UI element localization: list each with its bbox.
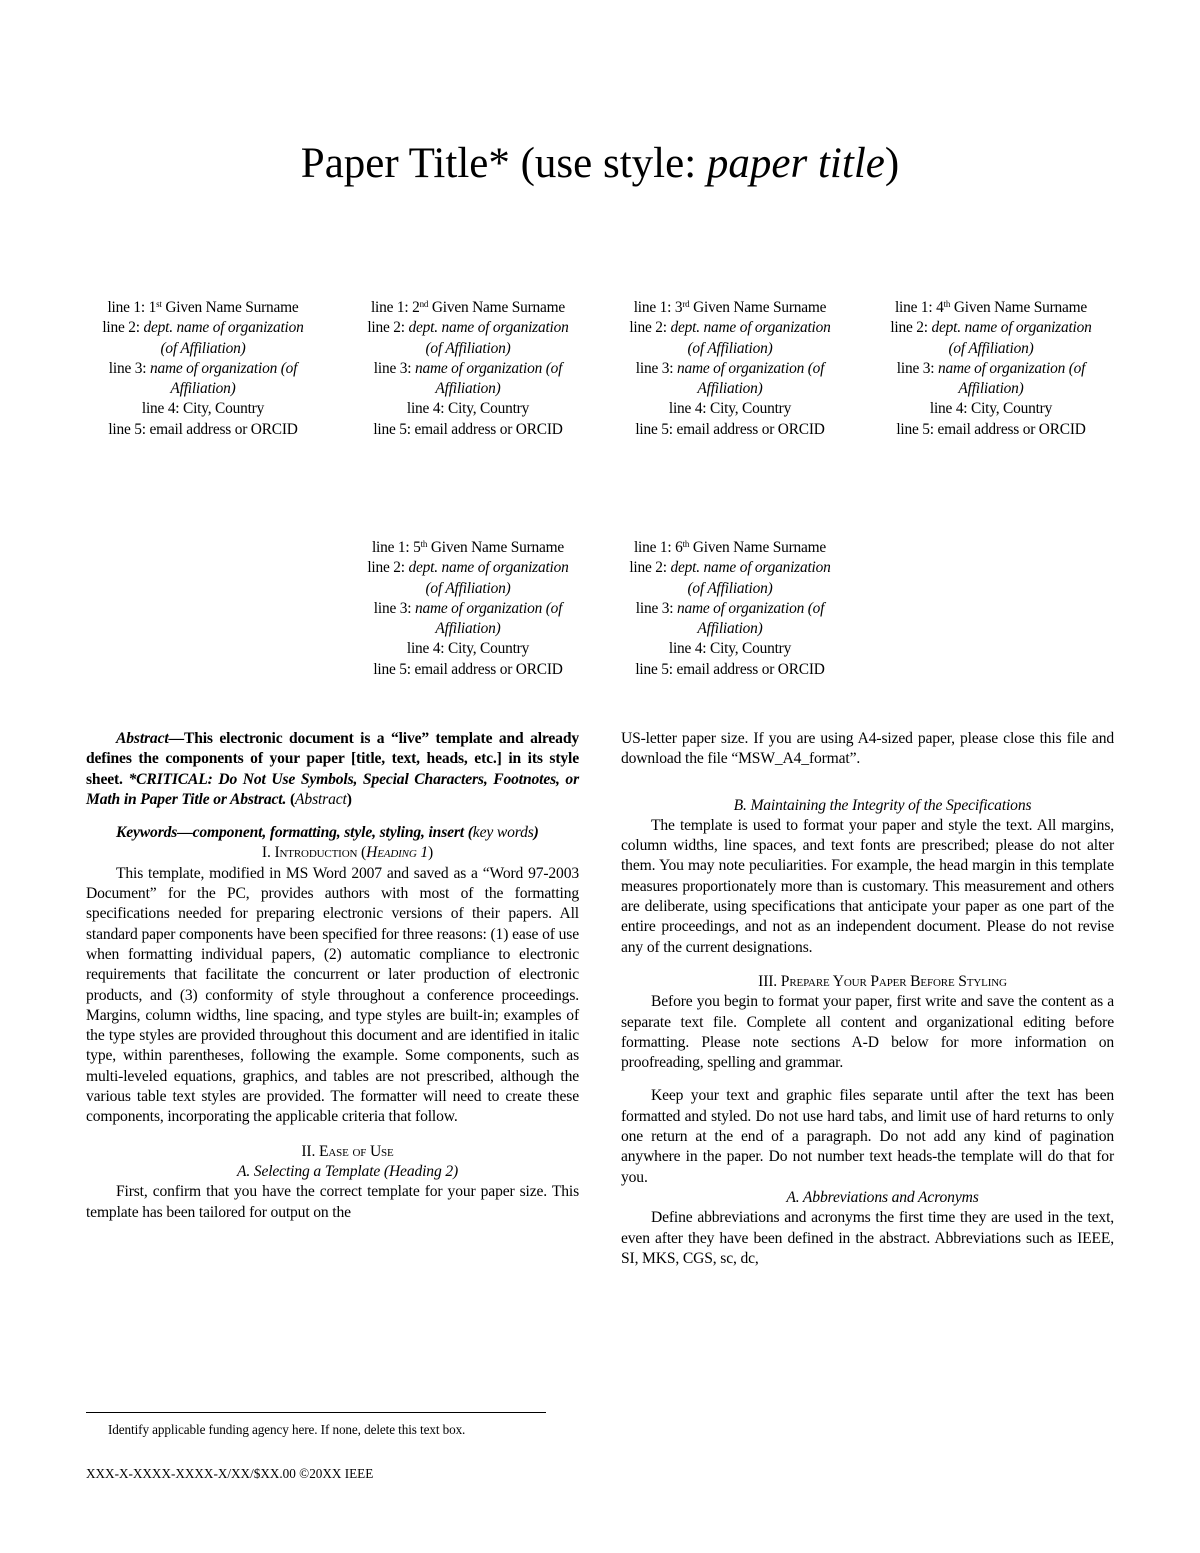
introduction-paragraph: This template, modified in MS Word 2007 and saved as a “Word 97-2003 Document” for the PC, provides authors with most of the formatting specifications needed for preparing electronic versions of their papers. All standard paper components have been specified for three reasons: (1) ease of use when formatting individual papers, (2) automatic compliance to electronic requirements that facilitate the concurrent or later production of electronic products, and (3) conformity of style throughout a conference proceedings. Margins, column widths, line spacing, and type styles are built-in; examples of the type styles are provided throughout this document and are identified in italic type, within parentheses, following the example. Some components, such as multi-leveled equations, graphics, and tables are not prescribed, although the various table text styles are provided. The formatter will need to create these components, incorporating the applicable criteria that follow. [86,864,579,1126]
paper-title: Paper Title* (use style: paper title) [300,140,900,187]
maintaining-integrity-paragraph: The template is used to format your paper and style the text. All margins, column widths, line spaces, and text fonts are prescribed; please do not alter them. You may note peculiarities. For example, the head margin in this template measures proportionately more than is customary. This measurement and others are deliberate, using specifications that anticipate your paper as one part of the entire proceedings, and not as an independent document. Please do not revise any of the current designations. [621,816,1114,956]
subheading-maintaining-integrity: B. Maintaining the Integrity of the Specifications [733,796,1032,814]
subheading-selecting-template: A. Selecting a Template (Heading 2) [236,1162,459,1180]
author-block-2: line 1: 2nd Given Name Surname line 2: dept. name of organization (of Affiliation) line 3: name of organization (of Affiliation) line 4: City, Country line 5: email address or ORCID [367,299,569,438]
section-heading-ease-of-use: II. Ease of Use [301,1142,394,1160]
section-heading-prepare-paper: III. Prepare Your Paper Before Styling [758,972,1007,990]
subheading-abbreviations: A. Abbreviations and Acronyms [786,1188,979,1206]
author-block-4: line 1: 4th Given Name Surname line 2: dept. name of organization (of Affiliation) line 3: name of organization (of Affiliation) line 4: City, Country line 5: email address or ORCID [890,299,1092,438]
abbreviations-paragraph: Define abbreviations and acronyms the first time they are used in the text, even after they have been defined in the abstract. Abbreviations such as IEEE, SI, MKS, CGS, sc, dc, [621,1209,1114,1267]
author-block-1: line 1: 1st Given Name Surname line 2: dept. name of organization (of Affiliation) line 3: name of organization (of Affiliation) line 4: City, Country line 5: email address or ORCID [102,299,304,438]
prepare-paper-paragraph-2: Keep your text and graphic files separate until after the text has been formatted and styled. Do not use hard tabs, and limit use of hard returns to only one return at the end of a paragraph. Do not add any kind of pagination anywhere in the paper. Do not number text heads-the template will do that for you. [621,1087,1114,1186]
copyright-notice: XXX-X-XXXX-XXXX-X/XX/$XX.00 ©20XX IEEE [86,1466,374,1481]
right-column [621,729,1114,1269]
footnote-divider [86,1412,546,1413]
keywords: Keywords—component, formatting, style, styling, insert (key words) [116,824,539,842]
selecting-template-paragraph-continued: US-letter paper size. If you are using A4-sized paper, please close this file and download the file “MSW_A4_format”. [621,730,1114,768]
funding-footnote: Identify applicable funding agency here. If none, delete this text box. [108,1422,466,1437]
author-block-3: line 1: 3rd Given Name Surname line 2: dept. name of organization (of Affiliation) line 3: name of organization (of Affiliation) line 4: City, Country line 5: email address or ORCID [629,299,831,438]
selecting-template-paragraph: First, confirm that you have the correct template for your paper size. This template has been tailored for output on the [86,1183,579,1221]
prepare-paper-paragraph-1: Before you begin to format your paper, first write and save the content as a separate text file. Complete all content and organizational editing before formatting. Please note sections A-D below for more information on proofreading, spelling and grammar. [621,993,1114,1072]
left-column [86,729,579,1223]
abstract: Abstract—This electronic document is a “live” template and already defines the components of your paper [title, text, heads, etc.] in its style sheet. *CRITICAL: Do Not Use Symbols, Special Characters, Footnotes, or Math in Paper Title or Abstract. (Abstract) [86,730,579,808]
author-block-6: line 1: 6th Given Name Surname line 2: dept. name of organization (of Affiliation) line 3: name of organization (of Affiliation) line 4: City, Country line 5: email address or ORCID [629,539,831,678]
author-block-5: line 1: 5th Given Name Surname line 2: dept. name of organization (of Affiliation) line 3: name of organization (of Affiliation) line 4: City, Country line 5: email address or ORCID [367,539,569,678]
section-heading-introduction: I. Introduction (Heading 1) [261,844,434,862]
